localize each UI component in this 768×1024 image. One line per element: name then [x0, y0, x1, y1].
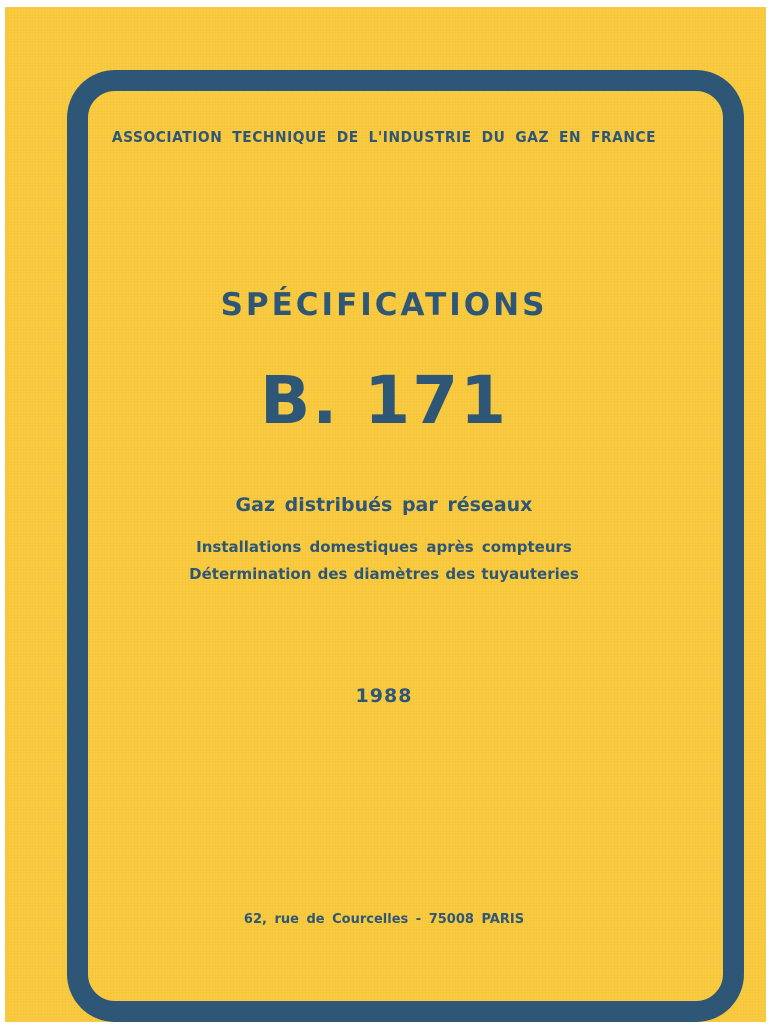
publisher-address: 62, rue de Courcelles - 75008 PARIS: [243, 912, 525, 927]
specification-number: B. 171: [259, 362, 509, 439]
organization-name: ASSOCIATION TECHNIQUE DE L'INDUSTRIE DU GAZ EN FRANCE: [111, 128, 657, 146]
document-description-line-1: Installations domestiques après compteurs: [196, 538, 572, 556]
specifications-heading: SPÉCIFICATIONS: [220, 287, 548, 323]
document-subtitle: Gaz distribués par réseaux: [235, 494, 533, 516]
document-description-line-2: Détermination des diamètres des tuyauteries: [189, 565, 579, 583]
publication-year: 1988: [355, 685, 413, 707]
